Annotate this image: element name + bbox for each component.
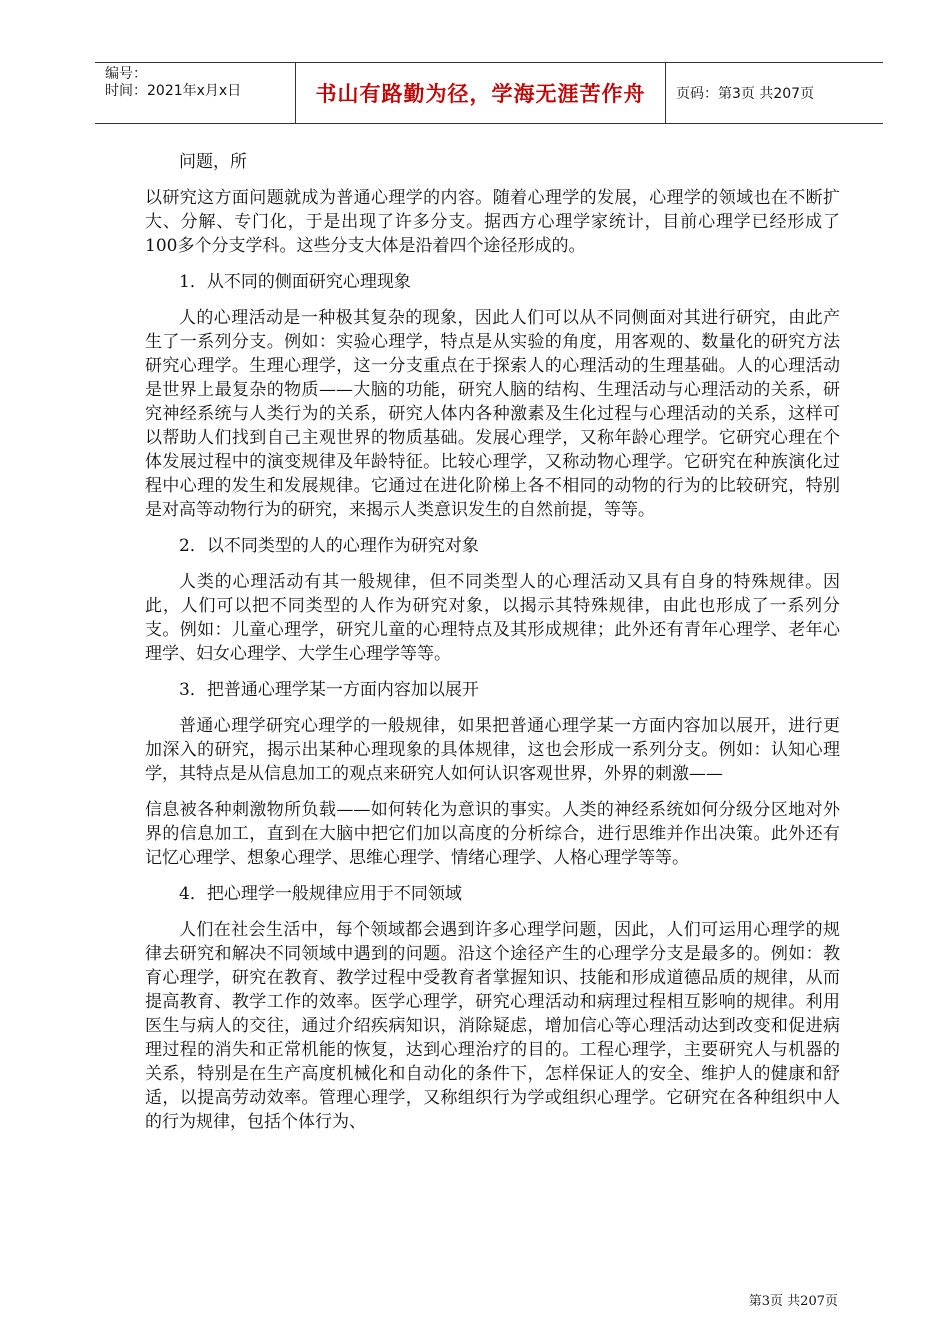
paragraph: 以研究这方面问题就成为普通心理学的内容。随着心理学的发展，心理学的领域也在不断扩大、分解、专门化，于是出现了许多分支。据西方心理学家统计，目前心理学已经形成了100多个分支学科。这些分支大体是沿着四个途径形成的。	[145, 188, 840, 256]
paragraph: 普通心理学研究心理学的一般规律，如果把普通心理学某一方面内容加以展开，进行更加深入的研究，揭示出某种心理现象的具体规律，这也会形成一系列分支。例如：认知心理学，其特点是从信息加工的观点来研究人如何认识客观世界，外界的刺激——	[145, 716, 840, 784]
paragraph: 人们在社会生活中，每个领域都会遇到许多心理学问题，因此，人们可运用心理学的规律去研究和解决不同领域中遇到的问题。沿这个途径产生的心理学分支是最多的。例如：教育心理学，研究在教育、教学过程中受教育者掌握知识、技能和形成道德品质的规律，从而提高教育、教学工作的效率。医学心理学，研究心理活动和病理过程相互影响的规律。利用医生与病人的交往，通过介绍疾病知识，消除疑虑，增加信心等心理活动达到改变和促进病理过程的消失和正常机能的恢复，达到心理治疗的目的。工程心理学，主要研究人与机器的关系，特别是在生产高度机械化和自动化的条件下，怎样保证人的安全、维护人的健康和舒适，以提高劳动效率。管理心理学，又称组织行为学或组织心理学。它研究在各种组织中人的行为规律，包括个体行为、	[145, 920, 840, 1132]
section-heading: 2．以不同类型的人的心理作为研究对象	[179, 536, 479, 556]
page-footer: 第3页 共207页	[748, 1294, 838, 1309]
paragraph: 问题，所	[179, 152, 247, 172]
section-heading: 1．从不同的侧面研究心理现象	[179, 272, 411, 292]
paragraph: 人的心理活动是一种极其复杂的现象，因此人们可以从不同侧面对其进行研究，由此产生了一系列分支。例如：实验心理学，特点是从实验的角度，用客观的、数量化的研究方法研究心理学。生理心理学，这一分支重点在于探索人的心理活动的生理基础。人的心理活动是世界上最复杂的物质——大脑的功能，研究人脑的结构、生理活动与心理活动的关系，研究神经系统与人类行为的关系，研究人体内各种激素及生化过程与心理活动的关系，这样可以帮助人们找到自己主观世界的物质基础。发展心理学，又称年龄心理学。它研究心理在个体发展过程中的演变规律及年龄特征。比较心理学，又称动物心理学。它研究在种族演化过程中心理的发生和发展规律。它通过在进化阶梯上各不相同的动物的行为的比较研究，特别是对高等动物行为的研究，来揭示人类意识发生的自然前提，等等。	[145, 308, 840, 520]
header-motto: 书山有路勤为径，学海无涯苦作舟	[296, 63, 666, 123]
section-heading: 4．把心理学一般规律应用于不同领域	[179, 884, 462, 904]
paragraph: 信息被各种刺激物所负载——如何转化为意识的事实。人类的神经系统如何分级分区地对外界的信息加工，直到在大脑中把它们加以高度的分析综合，进行思维并作出决策。此外还有记忆心理学、想象心理学、思维心理学、情绪心理学、人格心理学等等。	[145, 800, 840, 868]
section-heading: 3．把普通心理学某一方面内容加以展开	[179, 680, 479, 700]
header-page-info: 页码：第3页 共207页	[676, 86, 815, 102]
header-date: 时间：2021年x月x日	[105, 83, 242, 99]
paragraph: 人类的心理活动有其一般规律，但不同类型人的心理活动又具有自身的特殊规律。因此，人们可以把不同类型的人作为研究对象，以揭示其特殊规律，由此也形成了一系列分支。例如：儿童心理学，研究儿童的心理特点及其形成规律；此外还有青年心理学、老年心理学、妇女心理学、大学生心理学等等。	[145, 572, 840, 664]
header-code: 编号：	[105, 66, 147, 82]
header-meta	[95, 63, 296, 123]
document-body	[145, 150, 840, 1146]
page-header	[95, 62, 883, 124]
